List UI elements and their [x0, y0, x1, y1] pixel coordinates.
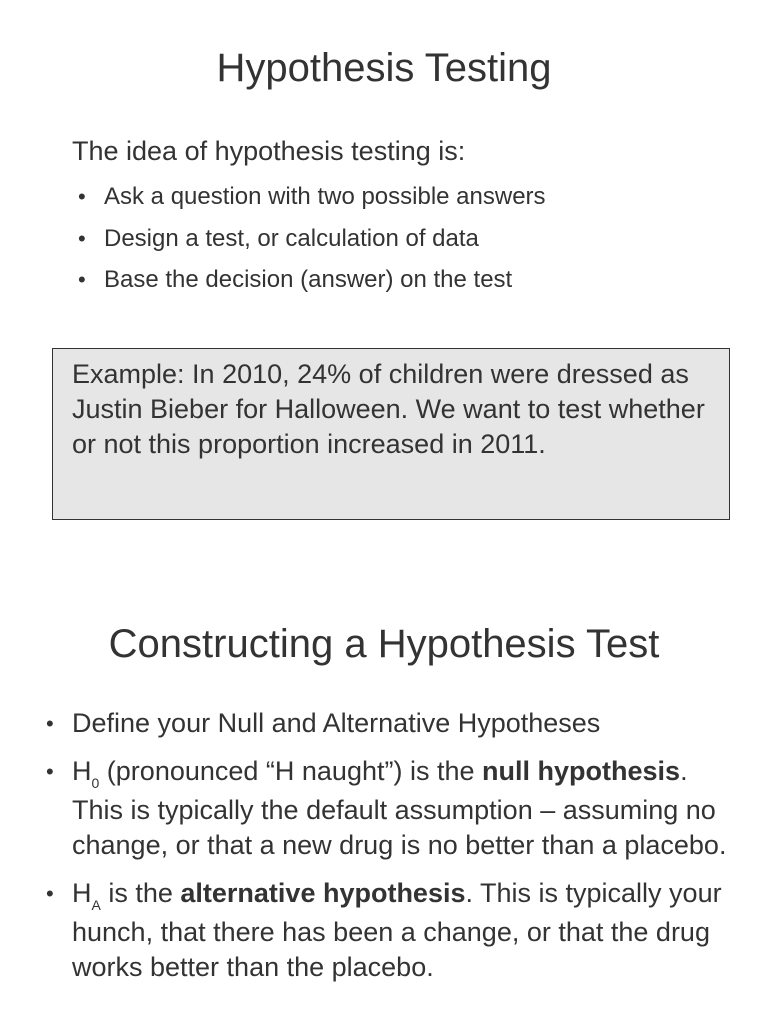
list-item — [72, 181, 546, 223]
bullet-dot-icon: • — [46, 711, 54, 736]
h-subscript: A — [91, 897, 101, 913]
list-item — [72, 223, 546, 265]
h-subscript: 0 — [91, 775, 100, 791]
slide-title-hypothesis-testing: Hypothesis Testing — [216, 46, 552, 90]
list-item — [42, 706, 732, 741]
bullet-dot-icon: • — [78, 267, 86, 292]
idea-bullet-list — [72, 181, 546, 306]
null-desc-pre: (pronounced “H naught”) is the — [99, 756, 483, 786]
list-item — [72, 264, 546, 306]
example-text: Example: In 2010, 24% of children were dressed as Justin Bieber for Halloween. We want to test whether or not this proportion increased in 2011. — [72, 359, 705, 459]
list-item — [42, 876, 732, 985]
list-item-text: Design a test, or calculation of data — [104, 224, 479, 252]
h-symbol: H — [72, 878, 92, 908]
alt-desc-pre: is the — [100, 878, 181, 908]
bullet-dot-icon: • — [78, 184, 86, 209]
intro-text: The idea of hypothesis testing is: — [72, 136, 466, 166]
bullet-dot-icon: • — [46, 881, 54, 906]
list-item-text: Define your Null and Alternative Hypotheses — [72, 708, 601, 738]
list-item — [42, 754, 732, 863]
h-symbol: H — [72, 756, 92, 786]
null-term-1: null — [482, 756, 531, 786]
null-term-2: hypothesis — [537, 756, 681, 786]
alt-desc-post: . This is typically your hunch, that there has been a change, or that the drug works better than the placebo. — [72, 878, 722, 982]
list-item-text: Base the decision (answer) on the test — [104, 266, 513, 293]
null-desc-post: . This is typically the default assumption – assuming no change, or that a new drug is no better than a placebo. — [72, 756, 727, 860]
slide-title-constructing-test: Constructing a Hypothesis Test — [108, 622, 660, 666]
bullet-dot-icon: • — [46, 759, 54, 784]
construct-bullet-list — [42, 706, 732, 998]
example-box — [52, 348, 730, 520]
bullet-dot-icon: • — [78, 225, 86, 251]
list-item-text: Ask a question with two possible answers — [104, 183, 546, 210]
alt-term: alternative hypothesis — [180, 878, 466, 908]
